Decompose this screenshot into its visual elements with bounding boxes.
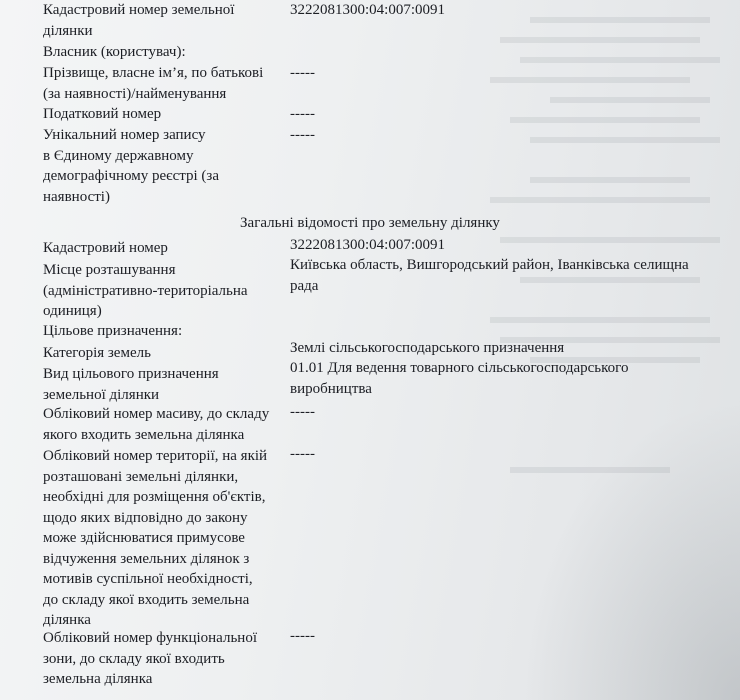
tax-number-label: Податковий номер xyxy=(43,106,162,122)
owner-label: Власник (користувач): xyxy=(43,44,186,60)
demographic-registry-label: Унікальний номер запису в Єдиному державному демографічному реєстрі (за наявності) xyxy=(43,127,219,205)
photo-shadow xyxy=(520,400,740,700)
reverse-side-bleed-through xyxy=(470,10,730,210)
land-category-label: Категорія земель xyxy=(43,345,151,361)
owner-name-value: ----- xyxy=(290,65,315,81)
functional-zone-value: ----- xyxy=(290,628,315,644)
functional-zone-label: Обліковий номер функціональної зони, до складу якої входить земельна ділянка xyxy=(43,630,257,687)
location-label: Місце розташування (адміністративно-територіальна одиниця) xyxy=(43,262,248,319)
location-value: Київська область, Вишгородський район, Іванківська селищна рада xyxy=(290,257,689,294)
territory-number-label: Обліковий номер території, на якій розташовані земельні ділянки, необхідні для розміщення об'єктів, щодо яких відповідно до закону може здійснюватися примусове відчуження земельних ділянок з мотивів суспільної необхідності, до складу якої входить земельна ділянка xyxy=(43,448,268,628)
array-number-label: Обліковий номер масиву, до складу якого входить земельна ділянка xyxy=(43,406,270,443)
purpose-type-value: 01.01 Для ведення товарного сільськогосподарського виробництва xyxy=(290,360,629,397)
cadastral-number-label: Кадастровий номер земельної ділянки xyxy=(43,2,235,39)
cadastral-number-value: 3222081300:04:007:0091 xyxy=(290,2,446,18)
tax-number-value: ----- xyxy=(290,106,315,122)
purpose-label: Цільове призначення: xyxy=(43,323,183,339)
section-cadastral-number-value: 3222081300:04:007:0091 xyxy=(290,237,446,253)
land-category-value: Землі сільськогосподарського призначення xyxy=(290,340,565,356)
section-cadastral-number-label: Кадастровий номер xyxy=(43,240,168,256)
array-number-value: ----- xyxy=(290,404,315,420)
owner-name-label: Прізвище, власне ім’я, по батькові (за наявності)/найменування xyxy=(43,65,264,102)
territory-number-value: ----- xyxy=(290,446,315,462)
section-title: Загальні відомості про земельну ділянку xyxy=(240,215,500,231)
purpose-type-label: Вид цільового призначення земельної ділянки xyxy=(43,366,219,403)
demographic-registry-value: ----- xyxy=(290,127,315,143)
